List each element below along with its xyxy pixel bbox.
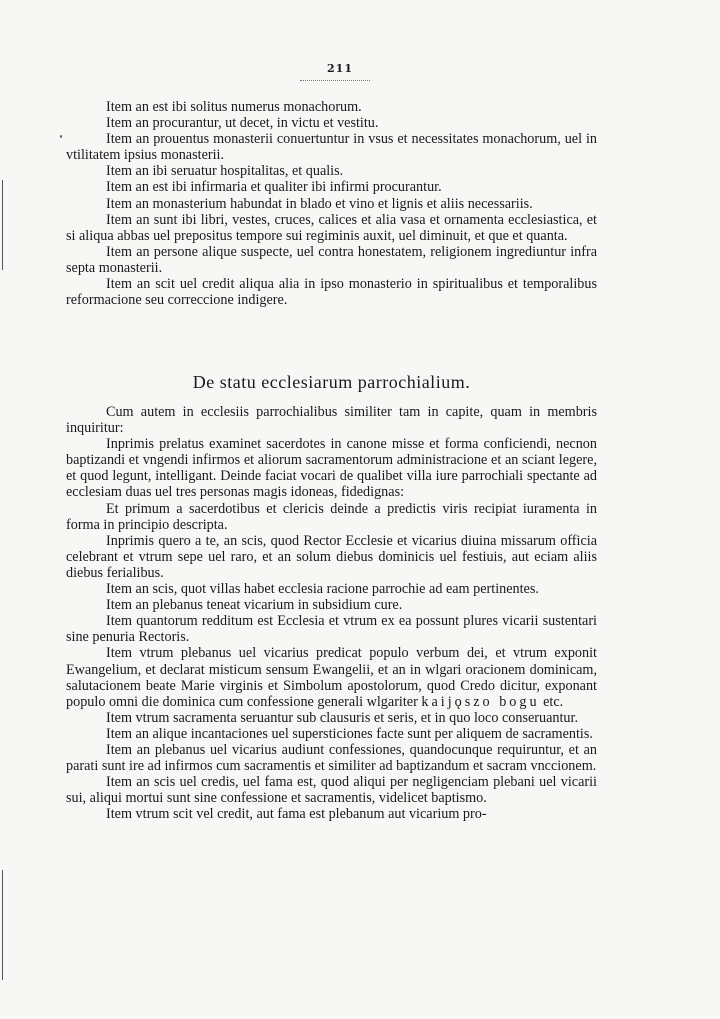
paragraph: Item an scis uel credis, uel fama est, quod aliqui per negligenciam plebani uel vicarii sui, aliqui mortui sunt sine confessione et sacramentis, videlicet baptismo. — [66, 774, 597, 807]
section-heading: De statu ecclesiarum parrochialium. — [192, 372, 471, 392]
paragraph: Item an est ibi infirmaria et qualiter ibi infirmi procurantur. — [106, 179, 442, 196]
etc-text: etc. — [539, 693, 564, 710]
paragraph: Item an scit uel credit aliqua alia in ipso monasterio in spiritualibus et temporalibus reformacione seu correccione indigere. — [66, 276, 597, 309]
section-monasterium — [66, 99, 597, 308]
paragraph: Item vtrum scit vel credit, aut fama est plebanum aut vicarium pro- — [106, 806, 487, 823]
paragraph: Item an procurantur, ut decet, in victu et vestitu. — [106, 115, 379, 132]
paragraph — [66, 645, 597, 709]
paragraph: Et primum a sacerdotibus et clericis deinde a predictis viris recipiat iuramenta in forma in principio descripta. — [66, 500, 597, 533]
paragraph: Item an plebanus teneat vicarium in subsidium cure. — [106, 597, 403, 614]
paragraph: Inprimis prelatus examinet sacerdotes in canone misse et forma conficiendi, necnon baptizandi et vngendi infirmos et aliorum sacramentorum administracione et an sciant legere, et quod legunt, intelligant. Deinde faciat vocari de qualibet villa iure parrochiali spectante ad ecclesiam duas uel tres personas magis idoneas, fidedignas: — [66, 436, 597, 501]
paragraph: Item an alique incantaciones uel supersticiones facte sunt per aliquem de sacramentis. — [106, 725, 593, 742]
paragraph: Item an sunt ibi libri, vestes, cruces, calices et alia vasa et ornamenta ecclesiastica, et si aliqua abbas uel prepositus tempore sui regiminis auxit, uel diminuit, et que et quanta. — [66, 211, 597, 244]
paragraph: Item an est ibi solitus numerus monachorum. — [106, 99, 362, 115]
scan-speck — [60, 135, 62, 138]
paragraph: Cum autem in ecclesiis parrochialibus similiter tam in capite, quam in membris inquiritur: — [66, 404, 597, 437]
paragraph: Item an persone alique suspecte, uel contra honestatem, religionem ingrediuntur infra septa monasterii. — [66, 243, 597, 276]
page-number-rule — [300, 80, 370, 81]
scan-margin-mark — [2, 870, 3, 980]
section-parrochialium — [66, 404, 597, 822]
paragraph: Inprimis quero a te, an scis, quod Rector Ecclesie et vicarius diuina missarum officia celebrant et vtrum sepe uel raro, et an solum diebus dominicis uel festiuis, aut eciam aliis diebus ferialibus. — [66, 532, 597, 581]
scan-margin-mark — [2, 180, 3, 270]
page-number: 211 — [327, 62, 353, 75]
paragraph: Item an prouentus monasterii conuertuntur in vsus et necessitates monachorum, uel in vtilitatem ipsius monasterii. — [66, 131, 597, 164]
paragraph-text: Item vtrum plebanus uel vicarius predicat populo verbum dei, et vtrum exponit Ewangelium, et declarat misticum sensum Ewangelii, et an in wlgari oracionem dominicam, salutacionem beate Marie virginis et Simbolum apostolorum, quod Credo dicitur, exponant populo omni die dominica cum confessione generali wlgariter — [66, 645, 597, 710]
spaced-phrase: kaijǫszo bogu — [421, 693, 540, 710]
paragraph: Item quantorum redditum est Ecclesia et vtrum ex ea possunt plures vicarii sustentari sine penuria Rectoris. — [66, 613, 597, 646]
paragraph: Item an ibi seruatur hospitalitas, et qualis. — [106, 163, 344, 180]
paragraph: Item an scis, quot villas habet ecclesia racione parrochie ad eam pertinentes. — [106, 581, 539, 598]
paragraph: Item vtrum sacramenta seruantur sub clausuris et seris, et in quo loco conseruantur. — [106, 709, 578, 726]
paragraph: Item an monasterium habundat in blado et vino et lignis et aliis necessariis. — [106, 195, 533, 212]
paragraph: Item an plebanus uel vicarius audiunt confessiones, quandocunque requiruntur, et an parati sunt ire ad infirmos cum sacramentis et similiter ad baptizandum et sacram vnccionem. — [66, 741, 597, 775]
